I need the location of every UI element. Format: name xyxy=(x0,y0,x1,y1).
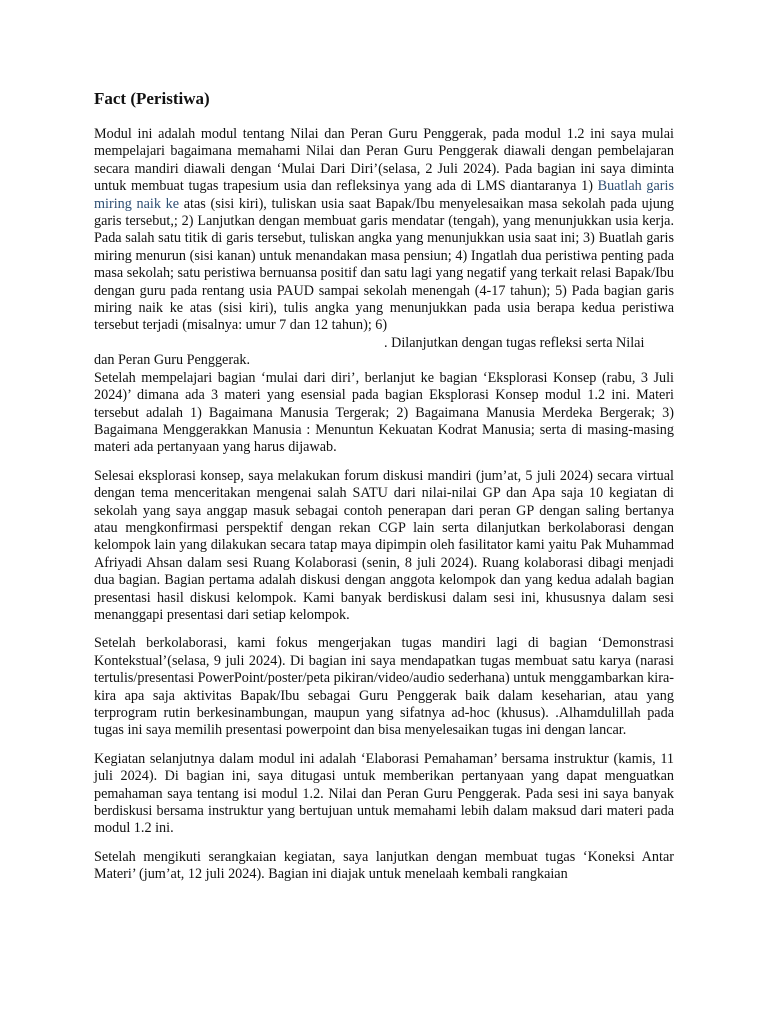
paragraph-mulai-dari-diri xyxy=(94,126,674,370)
highlighted-text: Buatlah garis miring naik ke xyxy=(94,178,674,212)
paragraph-koneksi-antar-materi: Setelah mengikuti serangkaian kegiatan, saya lanjutkan dengan membuat tugas ‘Koneksi Antar Materi’ (jum’at, 12 juli 2024). Bagian ini diajak untuk menelaah kembali rangkaian xyxy=(94,848,674,883)
document-page xyxy=(94,88,674,895)
paragraph-text: Modul ini adalah modul tentang Nilai dan Peran Guru Penggerak, pada modul 1.2 ini saya mulai mempelajari bagaimana memahami Nilai dan Peran Guru Penggerak diawali dengan pembelajaran secara mandiri diawali dengan ‘Mulai Dari Diri’(selasa, 2 Juli 2024). Pada bagian ini saya diminta untuk membuat tugas trapesium usia dan refleksinya yang ada di LMS diantaranya 1) xyxy=(94,126,674,195)
paragraph-continuation: dan Peran Guru Penggerak. xyxy=(94,352,251,369)
document-heading: Fact (Peristiwa) xyxy=(94,89,210,108)
paragraph-elaborasi-pemahaman: Kegiatan selanjutnya dalam modul ini adalah ‘Elaborasi Pemahaman’ bersama instruktur (kamis, 11 juli 2024). Di bagian ini, saya ditugasi untuk memberikan pertanyaan yang dapat menguatkan pemahaman saya tentang isi modul 1.2. Nilai dan Peran Guru Penggerak. Pada sesi ini saya banyak berdiskusi bersama instruktur yang bertujuan untuk memahami lebih dalam maksud dari materi pada modul 1.2 ini. xyxy=(94,750,674,837)
paragraph-continuation: . Dilanjutkan dengan tugas refleksi serta Nilai xyxy=(384,334,645,351)
paragraph-eksplorasi-konsep: Setelah mempelajari bagian ‘mulai dari diri’, berlanjut ke bagian ‘Eksplorasi Konsep (rabu, 3 Juli 2024)’ dimana ada 3 materi yang esensial pada bagian Eksplorasi Konsep modul 1.2 ini. Materi tersebut adalah 1) Bagaimana Manusia Tergerak; 2) Bagaimana Manusia Merdeka Bergerak; 3) Bagaimana Menggerakkan Manusia : Menuntun Kekuatan Kodrat Manusia; serta di masing-masing materi ada pertanyaan yang harus dijawab. xyxy=(94,369,674,456)
paragraph-text: atas (sisi kiri), tuliskan usia saat Bapak/Ibu menyelesaikan masa sekolah pada ujung garis tersebut,; 2) Lanjutkan dengan membuat garis mendatar (tengah), yang menunjukkan usia kerja. Pada salah satu titik di garis tersebut, tuliskan angka yang menunjukkan usia saat ini; 3) Buatlah garis miring menurun (sisi kanan) untuk menandakan masa pensiun; 4) Ingatlah dua peristiwa penting pada masa sekolah; satu peristiwa bernuansa positif dan satu lagi yang negatif yang terkait relasi Bapak/Ibu dengan guru pada rentang usia PAUD sampai sekolah menengah (4-17 tahun); 5) Pada bagian garis miring naik ke atas (sisi kiri), tulis angka yang menunjukkan pada usia berapa kedua peristiwa tersebut terjadi (misalnya: umur 7 dan 12 tahun); 6) xyxy=(94,195,674,334)
paragraph-forum-diskusi: Selesai eksplorasi konsep, saya melakukan forum diskusi mandiri (jum’at, 5 juli 2024) secara virtual dengan tema menceritakan mengenai salah SATU dari nilai-nilai GP dan Apa saja 10 kegiatan di sekolah yang saya anggap masuk sebagai contoh penerapan dari peran GP dengan saling bertanya atau mengkonfirmasi perspektif dengan rekan CGP lain serta dilanjutkan berkolaborasi dengan kelompok lain yang dilakukan secara tatap maya dipimpin oleh fasilitator kami yaitu Pak Muhammad Afriyadi Ahsan dalam sesi Ruang Kolaborasi (senin, 8 juli 2024). Ruang kolaborasi dibagi menjadi dua bagian. Bagian pertama adalah diskusi dengan anggota kelompok dan yang kedua adalah bagian presentasi hasil diskusi kelompok. Kami banyak berdiskusi dalam sesi ini, khususnya dalam sesi menanggapi presentasi dari setiap kelompok. xyxy=(94,467,674,623)
paragraph-demonstrasi-kontekstual: Setelah berkolaborasi, kami fokus mengerjakan tugas mandiri lagi di bagian ‘Demonstrasi Kontekstual’(selasa, 9 juli 2024). Di bagian ini saya mendapatkan tugas membuat satu karya (narasi tertulis/presentasi PowerPoint/poster/peta pikiran/video/audio sederhana) untuk menggambarkan kira-kira apa saja aktivitas Bapak/Ibu sebagai Guru Penggerak baik dalam keseharian, atau yang terprogram rutin berkesinambungan, maupun yang sifatnya ad-hoc (khusus). .Alhamdulillah pada tugas ini saya memilih presentasi powerpoint dan bisa menyelesaikan tugas ini dengan lancar. xyxy=(94,635,674,739)
